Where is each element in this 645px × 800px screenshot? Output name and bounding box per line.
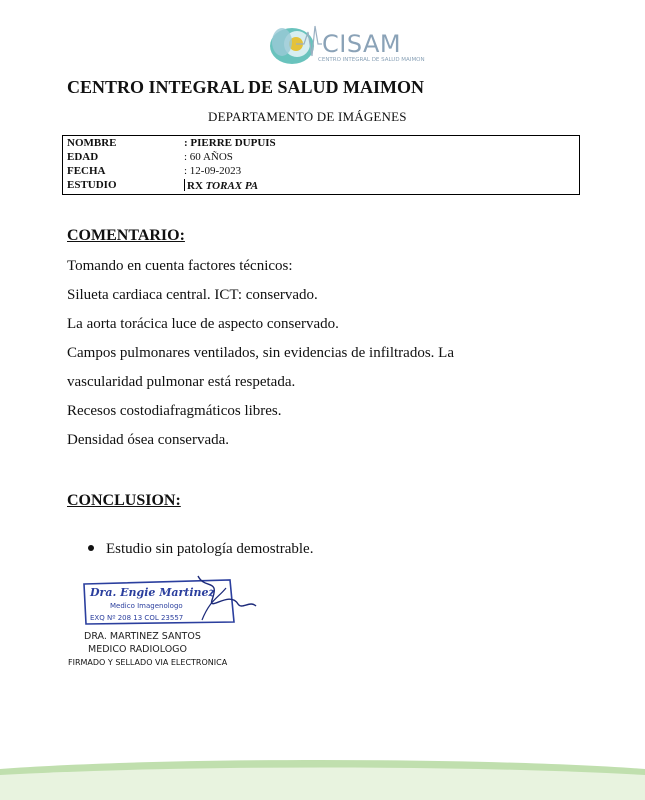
- center-name-heading: CENTRO INTEGRAL DE SALUD MAIMON: [67, 77, 425, 97]
- comentario-line: La aorta torácica luce de aspecto conservado.: [67, 316, 339, 332]
- study-type: TORAX PA: [205, 180, 259, 192]
- patient-label-study: ESTUDIO: [67, 179, 117, 191]
- bullet-icon: [88, 545, 94, 551]
- doctor-stamp-signature: [80, 570, 260, 630]
- patient-label-age: EDAD: [67, 151, 99, 163]
- comentario-title: COMENTARIO:: [67, 227, 185, 244]
- patient-label-name: NOMBRE: [67, 137, 117, 149]
- comentario-line: Tomando en cuenta factores técnicos:: [67, 258, 293, 274]
- comentario-line: Recesos costodiafragmáticos libres.: [67, 403, 282, 419]
- patient-value-name: : PIERRE DUPUIS: [184, 137, 276, 149]
- doctor-title: MEDICO RADIOLOGO: [88, 644, 188, 655]
- footer-wave-decoration: [0, 755, 645, 800]
- comentario-line: Campos pulmonares ventilados, sin evidencias de infiltrados. La: [67, 345, 454, 361]
- study-prefix: RX: [187, 180, 206, 192]
- patient-label-date: FECHA: [67, 165, 106, 177]
- comentario-line: Silueta cardiaca central. ICT: conservado.: [67, 287, 318, 303]
- doctor-name: DRA. MARTINEZ SANTOS: [84, 631, 201, 642]
- patient-value-date: : 12-09-2023: [184, 165, 242, 177]
- patient-value-age: : 60 AÑOS: [184, 151, 233, 163]
- electronic-signature-note: FIRMADO Y SELLADO VIA ELECTRONICA: [68, 658, 228, 667]
- patient-value-study: [184, 179, 258, 193]
- department-heading: DEPARTAMENTO DE IMÁGENES: [208, 109, 407, 124]
- patient-info-box: [62, 135, 580, 195]
- logo-subtext: CENTRO INTEGRAL DE SALUD MAIMON: [318, 57, 425, 63]
- conclusion-item: Estudio sin patología demostrable.: [106, 541, 314, 557]
- comentario-line: vascularidad pulmonar está respetada.: [67, 374, 296, 390]
- comentario-line: Densidad ósea conservada.: [67, 432, 230, 448]
- logo-wordmark: CISAM: [322, 30, 402, 58]
- svg-text:EXQ Nº 208 13 COL 23557: EXQ Nº 208 13 COL 23557: [90, 614, 184, 622]
- conclusion-title: CONCLUSION:: [67, 492, 181, 509]
- svg-text:Dra. Engie Martinez: Dra. Engie Martinez: [90, 586, 215, 599]
- svg-text:Medico Imagenologo: Medico Imagenologo: [110, 602, 183, 610]
- text-cursor: [184, 179, 185, 191]
